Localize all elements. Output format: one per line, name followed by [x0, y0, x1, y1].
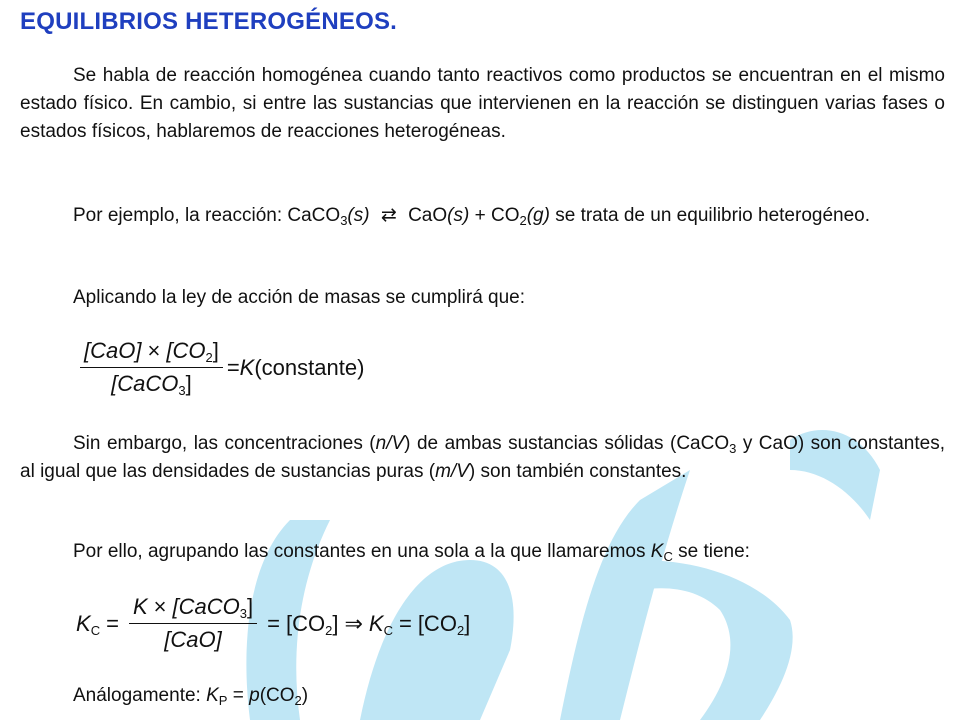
paragraph-intro: Se habla de reacción homogénea cuando tanto reactivos como productos se encuentran en el mismo estado físico. En cambio, si entre las sustancias que intervienen en la reacción se distinguen varias fases o estados físicos, hablaremos de reacciones heterogéneas.	[20, 65, 945, 142]
paragraph-mass-action: Aplicando la ley de acción de masas se cumplirá que:	[73, 287, 526, 308]
equals-sign: =	[226, 354, 240, 380]
equilibrium-arrow: ⇄	[380, 205, 397, 226]
paragraph-example	[20, 202, 945, 230]
fraction-1-numerator: $[CaO] \times [CO_2]$	[80, 338, 223, 368]
k-symbol: K	[239, 354, 255, 380]
kc-symbol-2: $K_C$	[368, 610, 393, 638]
page-title: EQUILIBRIOS HETEROGÉNEOS.	[20, 8, 398, 35]
fraction-2-denominator: [CaO]	[164, 627, 222, 652]
constant-label: (constante)	[254, 354, 365, 380]
fraction-1	[80, 338, 223, 397]
fraction-2-numerator: K × [CaCO$_3$]	[129, 594, 257, 624]
paragraph-kp: Análogamente: $K_P = p(CO_2)$	[73, 685, 309, 708]
example-text-after: se trata de un equilibrio heterogéneo.	[555, 205, 870, 226]
kc-symbol: $K_C$	[76, 610, 101, 638]
equation-mass-action	[76, 338, 364, 397]
implies-arrow: ⇒	[344, 610, 363, 636]
fraction-2	[129, 594, 257, 653]
paragraph-kc-definition: Por ello, agrupando las constantes en una sola a la que llamaremos $K_C$ se tiene:	[73, 541, 750, 564]
co2-concentration: $[CO_2]$	[285, 610, 339, 638]
reactant-formula: CaCO$_3$(s)	[287, 205, 370, 228]
equation-kc: $K_C$ = $\frac{K \times [CaCO_3]}{\text{[CaO]}}$ = $[CO_2]$ ⇒ $K_C$ = $[CO_2]$	[76, 594, 471, 652]
paragraph-solids: Sin embargo, las concentraciones (n/V) de ambas sustancias sólidas (CaCO$_3$ y CaO) son constantes, al igual que las densidades de sustancias puras (m/V) son también constantes.	[20, 433, 945, 482]
product-formula-2: $CO_2(g)$	[490, 205, 550, 228]
plus-sign: +	[474, 205, 486, 226]
example-text-before: Por ejemplo, la reacción:	[73, 205, 283, 226]
product-formula-1: CaO(s)	[408, 205, 470, 226]
fraction-1-denominator: [CaCO$_3$]	[111, 371, 192, 398]
co2-concentration-2: $[CO_2]$	[417, 610, 471, 638]
